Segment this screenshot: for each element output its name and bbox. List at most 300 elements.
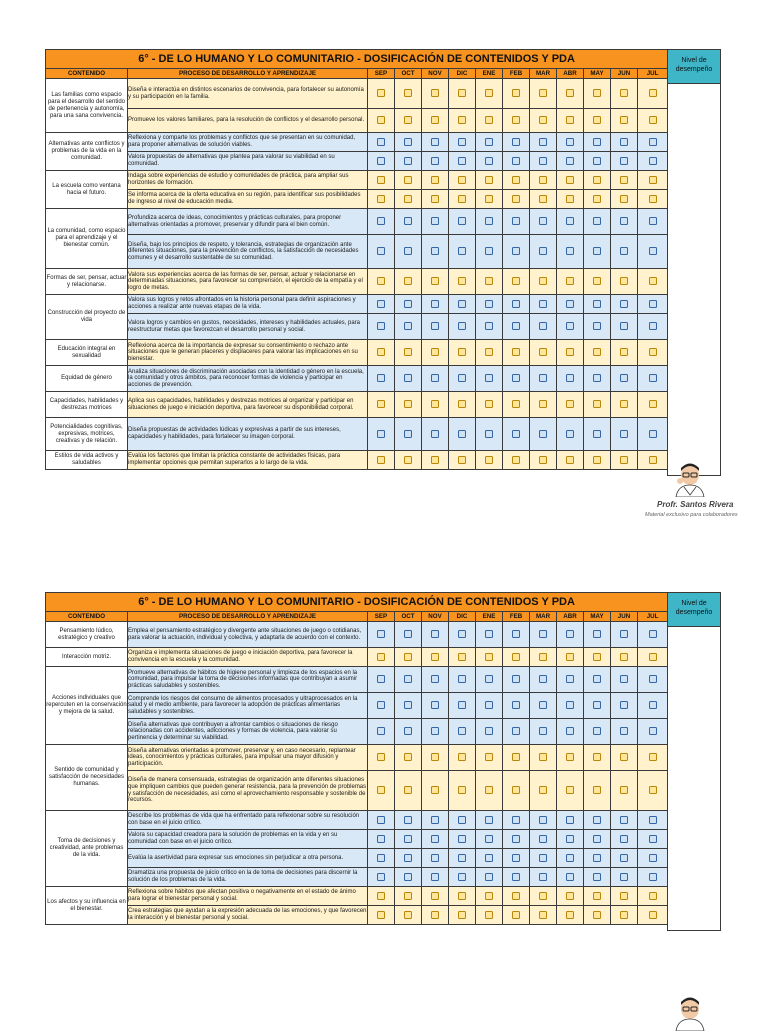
checkbox-jun[interactable] (620, 753, 628, 761)
checkbox-feb[interactable] (512, 753, 520, 761)
checkbox-dic[interactable] (458, 456, 466, 464)
checkbox-feb[interactable] (512, 322, 520, 330)
checkbox-may[interactable] (593, 277, 601, 285)
checkbox-dic[interactable] (458, 116, 466, 124)
checkbox-nov[interactable] (431, 217, 439, 225)
checkbox-abr[interactable] (566, 675, 574, 683)
checkbox-jun[interactable] (620, 653, 628, 661)
checkbox-mar[interactable] (539, 138, 547, 146)
checkbox-mar[interactable] (539, 675, 547, 683)
checkbox-may[interactable] (593, 835, 601, 843)
checkbox-jun[interactable] (620, 816, 628, 824)
checkbox-oct[interactable] (404, 430, 412, 438)
checkbox-may[interactable] (593, 176, 601, 184)
checkbox-sep[interactable] (377, 653, 385, 661)
checkbox-may[interactable] (593, 911, 601, 919)
checkbox-dic[interactable] (458, 727, 466, 735)
checkbox-ene[interactable] (485, 701, 493, 709)
checkbox-mar[interactable] (539, 374, 547, 382)
checkbox-ene[interactable] (485, 348, 493, 356)
checkbox-nov[interactable] (431, 247, 439, 255)
checkbox-mar[interactable] (539, 348, 547, 356)
checkbox-oct[interactable] (404, 176, 412, 184)
checkbox-sep[interactable] (377, 322, 385, 330)
checkbox-oct[interactable] (404, 727, 412, 735)
checkbox-feb[interactable] (512, 456, 520, 464)
checkbox-oct[interactable] (404, 348, 412, 356)
checkbox-oct[interactable] (404, 374, 412, 382)
checkbox-ene[interactable] (485, 753, 493, 761)
checkbox-may[interactable] (593, 727, 601, 735)
checkbox-jun[interactable] (620, 456, 628, 464)
checkbox-may[interactable] (593, 195, 601, 203)
checkbox-may[interactable] (593, 892, 601, 900)
checkbox-nov[interactable] (431, 195, 439, 203)
checkbox-sep[interactable] (377, 816, 385, 824)
checkbox-ene[interactable] (485, 374, 493, 382)
checkbox-abr[interactable] (566, 854, 574, 862)
checkbox-sep[interactable] (377, 217, 385, 225)
checkbox-feb[interactable] (512, 157, 520, 165)
checkbox-jul[interactable] (649, 456, 657, 464)
checkbox-mar[interactable] (539, 854, 547, 862)
checkbox-oct[interactable] (404, 89, 412, 97)
checkbox-oct[interactable] (404, 217, 412, 225)
checkbox-feb[interactable] (512, 374, 520, 382)
checkbox-jul[interactable] (649, 911, 657, 919)
checkbox-feb[interactable] (512, 892, 520, 900)
checkbox-feb[interactable] (512, 430, 520, 438)
checkbox-ene[interactable] (485, 217, 493, 225)
checkbox-ene[interactable] (485, 456, 493, 464)
checkbox-jun[interactable] (620, 89, 628, 97)
checkbox-feb[interactable] (512, 247, 520, 255)
checkbox-jun[interactable] (620, 911, 628, 919)
checkbox-nov[interactable] (431, 400, 439, 408)
checkbox-dic[interactable] (458, 701, 466, 709)
checkbox-jul[interactable] (649, 300, 657, 308)
checkbox-dic[interactable] (458, 374, 466, 382)
checkbox-dic[interactable] (458, 195, 466, 203)
checkbox-abr[interactable] (566, 138, 574, 146)
checkbox-nov[interactable] (431, 430, 439, 438)
checkbox-feb[interactable] (512, 400, 520, 408)
checkbox-abr[interactable] (566, 653, 574, 661)
checkbox-mar[interactable] (539, 322, 547, 330)
checkbox-may[interactable] (593, 854, 601, 862)
checkbox-jul[interactable] (649, 701, 657, 709)
checkbox-abr[interactable] (566, 322, 574, 330)
checkbox-oct[interactable] (404, 816, 412, 824)
checkbox-abr[interactable] (566, 300, 574, 308)
checkbox-abr[interactable] (566, 753, 574, 761)
checkbox-jul[interactable] (649, 675, 657, 683)
checkbox-jul[interactable] (649, 873, 657, 881)
checkbox-sep[interactable] (377, 911, 385, 919)
checkbox-may[interactable] (593, 247, 601, 255)
checkbox-may[interactable] (593, 116, 601, 124)
checkbox-oct[interactable] (404, 116, 412, 124)
checkbox-jul[interactable] (649, 247, 657, 255)
checkbox-may[interactable] (593, 89, 601, 97)
checkbox-dic[interactable] (458, 247, 466, 255)
checkbox-dic[interactable] (458, 653, 466, 661)
checkbox-jul[interactable] (649, 786, 657, 794)
checkbox-feb[interactable] (512, 727, 520, 735)
checkbox-feb[interactable] (512, 348, 520, 356)
checkbox-sep[interactable] (377, 176, 385, 184)
checkbox-oct[interactable] (404, 911, 412, 919)
checkbox-abr[interactable] (566, 816, 574, 824)
checkbox-mar[interactable] (539, 430, 547, 438)
checkbox-nov[interactable] (431, 300, 439, 308)
checkbox-ene[interactable] (485, 430, 493, 438)
checkbox-sep[interactable] (377, 400, 385, 408)
checkbox-sep[interactable] (377, 300, 385, 308)
checkbox-abr[interactable] (566, 786, 574, 794)
checkbox-jul[interactable] (649, 277, 657, 285)
checkbox-jul[interactable] (649, 348, 657, 356)
checkbox-nov[interactable] (431, 157, 439, 165)
checkbox-sep[interactable] (377, 892, 385, 900)
checkbox-nov[interactable] (431, 630, 439, 638)
checkbox-nov[interactable] (431, 701, 439, 709)
checkbox-ene[interactable] (485, 247, 493, 255)
checkbox-dic[interactable] (458, 892, 466, 900)
nivel-desempeno-column[interactable] (667, 627, 721, 931)
checkbox-may[interactable] (593, 217, 601, 225)
checkbox-abr[interactable] (566, 176, 574, 184)
checkbox-mar[interactable] (539, 195, 547, 203)
checkbox-jun[interactable] (620, 430, 628, 438)
checkbox-dic[interactable] (458, 630, 466, 638)
checkbox-sep[interactable] (377, 675, 385, 683)
checkbox-dic[interactable] (458, 348, 466, 356)
checkbox-oct[interactable] (404, 892, 412, 900)
checkbox-feb[interactable] (512, 138, 520, 146)
checkbox-jul[interactable] (649, 195, 657, 203)
checkbox-jul[interactable] (649, 630, 657, 638)
checkbox-nov[interactable] (431, 727, 439, 735)
checkbox-oct[interactable] (404, 195, 412, 203)
checkbox-nov[interactable] (431, 911, 439, 919)
checkbox-mar[interactable] (539, 400, 547, 408)
checkbox-jul[interactable] (649, 430, 657, 438)
checkbox-mar[interactable] (539, 456, 547, 464)
checkbox-sep[interactable] (377, 701, 385, 709)
checkbox-feb[interactable] (512, 300, 520, 308)
checkbox-jun[interactable] (620, 892, 628, 900)
checkbox-feb[interactable] (512, 89, 520, 97)
checkbox-oct[interactable] (404, 300, 412, 308)
checkbox-abr[interactable] (566, 277, 574, 285)
checkbox-ene[interactable] (485, 277, 493, 285)
checkbox-may[interactable] (593, 456, 601, 464)
checkbox-ene[interactable] (485, 653, 493, 661)
checkbox-sep[interactable] (377, 430, 385, 438)
checkbox-sep[interactable] (377, 374, 385, 382)
checkbox-oct[interactable] (404, 753, 412, 761)
checkbox-ene[interactable] (485, 816, 493, 824)
checkbox-feb[interactable] (512, 116, 520, 124)
checkbox-ene[interactable] (485, 854, 493, 862)
checkbox-oct[interactable] (404, 456, 412, 464)
checkbox-mar[interactable] (539, 653, 547, 661)
checkbox-sep[interactable] (377, 630, 385, 638)
checkbox-dic[interactable] (458, 157, 466, 165)
checkbox-sep[interactable] (377, 456, 385, 464)
checkbox-abr[interactable] (566, 89, 574, 97)
checkbox-jul[interactable] (649, 400, 657, 408)
checkbox-feb[interactable] (512, 217, 520, 225)
checkbox-ene[interactable] (485, 400, 493, 408)
checkbox-mar[interactable] (539, 277, 547, 285)
checkbox-nov[interactable] (431, 374, 439, 382)
checkbox-abr[interactable] (566, 348, 574, 356)
checkbox-jul[interactable] (649, 374, 657, 382)
checkbox-mar[interactable] (539, 727, 547, 735)
checkbox-mar[interactable] (539, 786, 547, 794)
checkbox-feb[interactable] (512, 911, 520, 919)
checkbox-sep[interactable] (377, 854, 385, 862)
checkbox-mar[interactable] (539, 116, 547, 124)
checkbox-mar[interactable] (539, 816, 547, 824)
checkbox-dic[interactable] (458, 322, 466, 330)
checkbox-jun[interactable] (620, 675, 628, 683)
checkbox-ene[interactable] (485, 727, 493, 735)
checkbox-dic[interactable] (458, 300, 466, 308)
checkbox-nov[interactable] (431, 176, 439, 184)
checkbox-jun[interactable] (620, 400, 628, 408)
checkbox-feb[interactable] (512, 176, 520, 184)
checkbox-jun[interactable] (620, 835, 628, 843)
checkbox-jun[interactable] (620, 854, 628, 862)
checkbox-oct[interactable] (404, 653, 412, 661)
checkbox-feb[interactable] (512, 701, 520, 709)
checkbox-sep[interactable] (377, 247, 385, 255)
checkbox-mar[interactable] (539, 892, 547, 900)
checkbox-ene[interactable] (485, 835, 493, 843)
checkbox-jul[interactable] (649, 653, 657, 661)
checkbox-jul[interactable] (649, 217, 657, 225)
checkbox-nov[interactable] (431, 322, 439, 330)
checkbox-may[interactable] (593, 400, 601, 408)
checkbox-may[interactable] (593, 653, 601, 661)
checkbox-feb[interactable] (512, 653, 520, 661)
checkbox-jun[interactable] (620, 630, 628, 638)
checkbox-feb[interactable] (512, 277, 520, 285)
checkbox-sep[interactable] (377, 348, 385, 356)
checkbox-jun[interactable] (620, 247, 628, 255)
checkbox-oct[interactable] (404, 247, 412, 255)
checkbox-ene[interactable] (485, 176, 493, 184)
checkbox-dic[interactable] (458, 911, 466, 919)
checkbox-dic[interactable] (458, 835, 466, 843)
checkbox-ene[interactable] (485, 630, 493, 638)
checkbox-feb[interactable] (512, 873, 520, 881)
checkbox-sep[interactable] (377, 138, 385, 146)
checkbox-nov[interactable] (431, 89, 439, 97)
checkbox-ene[interactable] (485, 89, 493, 97)
checkbox-jun[interactable] (620, 727, 628, 735)
checkbox-dic[interactable] (458, 753, 466, 761)
checkbox-nov[interactable] (431, 854, 439, 862)
checkbox-mar[interactable] (539, 89, 547, 97)
checkbox-abr[interactable] (566, 701, 574, 709)
checkbox-dic[interactable] (458, 176, 466, 184)
checkbox-oct[interactable] (404, 786, 412, 794)
checkbox-oct[interactable] (404, 835, 412, 843)
checkbox-jun[interactable] (620, 217, 628, 225)
checkbox-nov[interactable] (431, 892, 439, 900)
checkbox-mar[interactable] (539, 300, 547, 308)
checkbox-jul[interactable] (649, 816, 657, 824)
checkbox-feb[interactable] (512, 835, 520, 843)
checkbox-ene[interactable] (485, 873, 493, 881)
nivel-desempeno-column[interactable] (667, 84, 721, 476)
checkbox-mar[interactable] (539, 217, 547, 225)
checkbox-oct[interactable] (404, 701, 412, 709)
checkbox-sep[interactable] (377, 873, 385, 881)
checkbox-nov[interactable] (431, 675, 439, 683)
checkbox-ene[interactable] (485, 300, 493, 308)
checkbox-oct[interactable] (404, 854, 412, 862)
checkbox-abr[interactable] (566, 217, 574, 225)
checkbox-ene[interactable] (485, 116, 493, 124)
checkbox-nov[interactable] (431, 348, 439, 356)
checkbox-ene[interactable] (485, 157, 493, 165)
checkbox-jun[interactable] (620, 374, 628, 382)
checkbox-jun[interactable] (620, 116, 628, 124)
checkbox-oct[interactable] (404, 157, 412, 165)
checkbox-jul[interactable] (649, 727, 657, 735)
checkbox-feb[interactable] (512, 195, 520, 203)
checkbox-jun[interactable] (620, 701, 628, 709)
checkbox-ene[interactable] (485, 138, 493, 146)
checkbox-jul[interactable] (649, 138, 657, 146)
checkbox-feb[interactable] (512, 675, 520, 683)
checkbox-may[interactable] (593, 374, 601, 382)
checkbox-abr[interactable] (566, 456, 574, 464)
checkbox-nov[interactable] (431, 816, 439, 824)
checkbox-nov[interactable] (431, 835, 439, 843)
checkbox-sep[interactable] (377, 89, 385, 97)
checkbox-may[interactable] (593, 300, 601, 308)
checkbox-abr[interactable] (566, 873, 574, 881)
checkbox-ene[interactable] (485, 892, 493, 900)
checkbox-mar[interactable] (539, 176, 547, 184)
checkbox-oct[interactable] (404, 630, 412, 638)
checkbox-jul[interactable] (649, 157, 657, 165)
checkbox-nov[interactable] (431, 653, 439, 661)
checkbox-dic[interactable] (458, 430, 466, 438)
checkbox-nov[interactable] (431, 116, 439, 124)
checkbox-dic[interactable] (458, 675, 466, 683)
checkbox-jun[interactable] (620, 157, 628, 165)
checkbox-jul[interactable] (649, 835, 657, 843)
checkbox-mar[interactable] (539, 157, 547, 165)
checkbox-sep[interactable] (377, 753, 385, 761)
checkbox-abr[interactable] (566, 195, 574, 203)
checkbox-oct[interactable] (404, 322, 412, 330)
checkbox-sep[interactable] (377, 116, 385, 124)
checkbox-mar[interactable] (539, 701, 547, 709)
checkbox-feb[interactable] (512, 786, 520, 794)
checkbox-jul[interactable] (649, 116, 657, 124)
checkbox-dic[interactable] (458, 786, 466, 794)
checkbox-jun[interactable] (620, 176, 628, 184)
checkbox-jul[interactable] (649, 176, 657, 184)
checkbox-oct[interactable] (404, 400, 412, 408)
checkbox-dic[interactable] (458, 89, 466, 97)
checkbox-may[interactable] (593, 816, 601, 824)
checkbox-may[interactable] (593, 753, 601, 761)
checkbox-jul[interactable] (649, 322, 657, 330)
checkbox-may[interactable] (593, 138, 601, 146)
checkbox-jul[interactable] (649, 854, 657, 862)
checkbox-abr[interactable] (566, 116, 574, 124)
checkbox-oct[interactable] (404, 138, 412, 146)
checkbox-mar[interactable] (539, 630, 547, 638)
checkbox-feb[interactable] (512, 816, 520, 824)
checkbox-abr[interactable] (566, 374, 574, 382)
checkbox-feb[interactable] (512, 630, 520, 638)
checkbox-dic[interactable] (458, 138, 466, 146)
checkbox-abr[interactable] (566, 247, 574, 255)
checkbox-jul[interactable] (649, 89, 657, 97)
checkbox-nov[interactable] (431, 277, 439, 285)
checkbox-feb[interactable] (512, 854, 520, 862)
checkbox-abr[interactable] (566, 430, 574, 438)
checkbox-may[interactable] (593, 430, 601, 438)
checkbox-mar[interactable] (539, 247, 547, 255)
checkbox-abr[interactable] (566, 630, 574, 638)
checkbox-abr[interactable] (566, 911, 574, 919)
checkbox-dic[interactable] (458, 816, 466, 824)
checkbox-mar[interactable] (539, 873, 547, 881)
checkbox-abr[interactable] (566, 157, 574, 165)
checkbox-sep[interactable] (377, 835, 385, 843)
checkbox-may[interactable] (593, 873, 601, 881)
checkbox-mar[interactable] (539, 835, 547, 843)
checkbox-jun[interactable] (620, 322, 628, 330)
checkbox-sep[interactable] (377, 195, 385, 203)
checkbox-nov[interactable] (431, 138, 439, 146)
checkbox-oct[interactable] (404, 277, 412, 285)
checkbox-jun[interactable] (620, 277, 628, 285)
checkbox-ene[interactable] (485, 911, 493, 919)
checkbox-nov[interactable] (431, 753, 439, 761)
checkbox-may[interactable] (593, 786, 601, 794)
checkbox-jul[interactable] (649, 892, 657, 900)
checkbox-abr[interactable] (566, 400, 574, 408)
checkbox-ene[interactable] (485, 195, 493, 203)
checkbox-sep[interactable] (377, 157, 385, 165)
checkbox-mar[interactable] (539, 911, 547, 919)
checkbox-jun[interactable] (620, 138, 628, 146)
checkbox-jun[interactable] (620, 300, 628, 308)
checkbox-oct[interactable] (404, 873, 412, 881)
checkbox-jun[interactable] (620, 786, 628, 794)
checkbox-sep[interactable] (377, 786, 385, 794)
checkbox-ene[interactable] (485, 786, 493, 794)
checkbox-jun[interactable] (620, 873, 628, 881)
checkbox-abr[interactable] (566, 892, 574, 900)
checkbox-jul[interactable] (649, 753, 657, 761)
checkbox-may[interactable] (593, 675, 601, 683)
checkbox-dic[interactable] (458, 400, 466, 408)
checkbox-nov[interactable] (431, 456, 439, 464)
